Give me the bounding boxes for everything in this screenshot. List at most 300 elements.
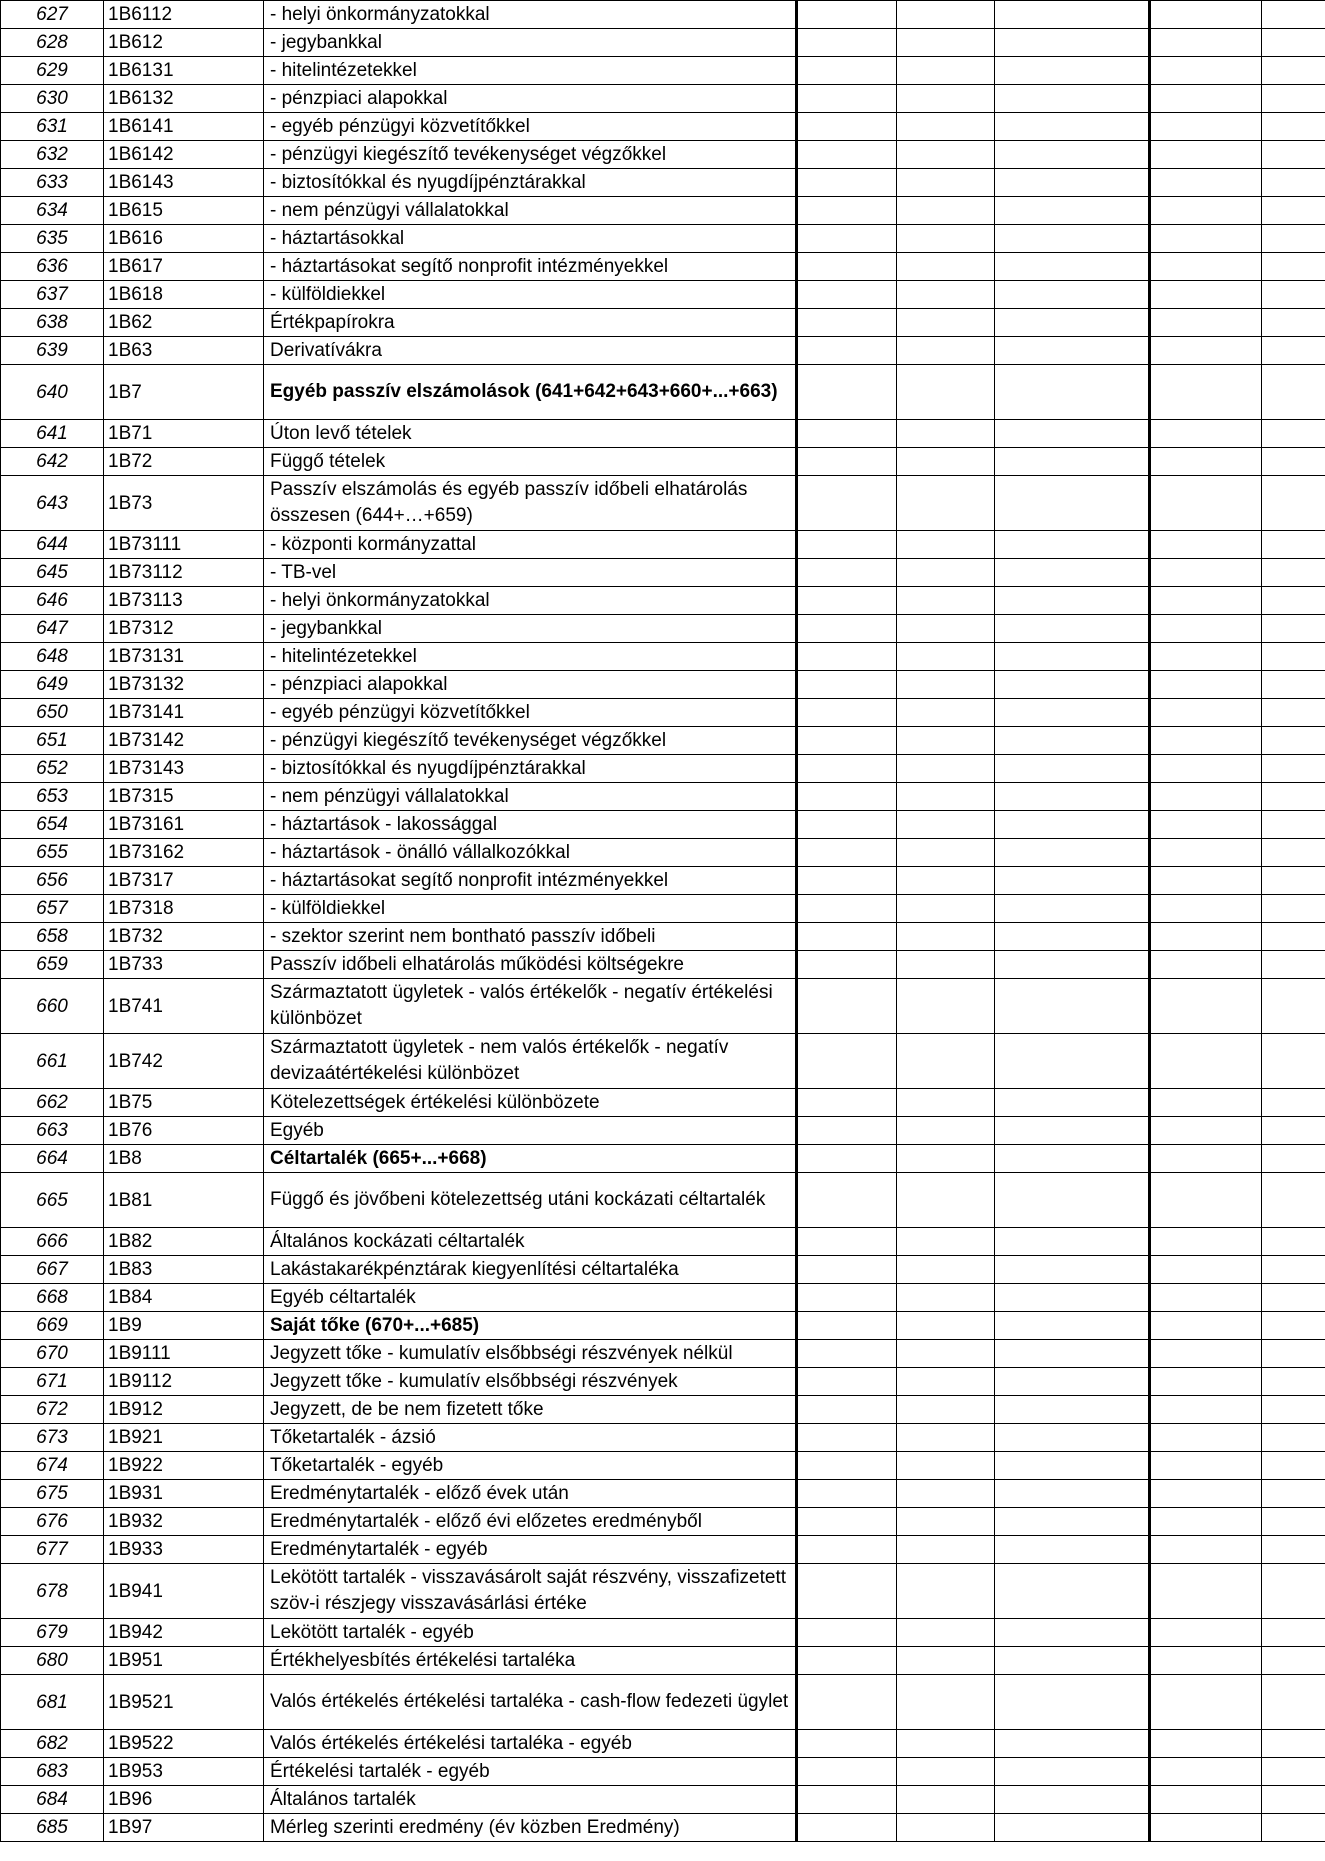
value-cell [1150, 867, 1262, 895]
value-cell [995, 1675, 1150, 1730]
row-code: 1B942 [104, 1619, 264, 1647]
value-cell [1150, 1117, 1262, 1145]
row-code: 1B73111 [104, 531, 264, 559]
row-code: 1B932 [104, 1508, 264, 1536]
value-cell [1262, 839, 1325, 867]
row-description: Kötelezettségek értékelési különbözete [264, 1089, 797, 1117]
value-cell [797, 531, 897, 559]
value-cell [897, 253, 995, 281]
row-number: 683 [1, 1758, 104, 1786]
row-description: - külföldiekkel [264, 281, 797, 309]
row-description: Függő tételek [264, 448, 797, 476]
value-cell [797, 281, 897, 309]
value-cell [897, 448, 995, 476]
value-cell [1262, 1536, 1325, 1564]
value-cell [797, 727, 897, 755]
table-row [1, 1145, 1325, 1173]
value-cell [1262, 923, 1325, 951]
table-row [1, 57, 1325, 85]
value-cell [797, 867, 897, 895]
value-cell [897, 1089, 995, 1117]
value-cell [897, 309, 995, 337]
value-cell [1150, 365, 1262, 420]
value-cell [1150, 253, 1262, 281]
row-number: 643 [1, 476, 104, 531]
value-cell [1262, 1508, 1325, 1536]
row-code: 1B73112 [104, 559, 264, 587]
row-description: Céltartalék (665+...+668) [264, 1145, 797, 1173]
value-cell [995, 420, 1150, 448]
row-code: 1B7317 [104, 867, 264, 895]
row-code: 1B617 [104, 253, 264, 281]
table-row [1, 1452, 1325, 1480]
value-cell [797, 309, 897, 337]
row-description: Eredménytartalék - előző évi előzetes eredményből [264, 1508, 797, 1536]
value-cell [797, 1396, 897, 1424]
row-description: Egyéb [264, 1117, 797, 1145]
value-cell [1150, 85, 1262, 113]
table-row [1, 1396, 1325, 1424]
value-cell [995, 1480, 1150, 1508]
value-cell [1262, 476, 1325, 531]
value-cell [1150, 811, 1262, 839]
value-cell [1150, 727, 1262, 755]
value-cell [897, 671, 995, 699]
table-row [1, 1173, 1325, 1228]
value-cell [995, 1396, 1150, 1424]
value-cell [995, 699, 1150, 727]
row-description: - jegybankkal [264, 29, 797, 57]
row-description: Értékpapírokra [264, 309, 797, 337]
value-cell [995, 365, 1150, 420]
row-number: 655 [1, 839, 104, 867]
value-cell [1150, 979, 1262, 1034]
row-number: 650 [1, 699, 104, 727]
value-cell [1150, 895, 1262, 923]
value-cell [797, 783, 897, 811]
value-cell [1150, 1424, 1262, 1452]
table-row [1, 559, 1325, 587]
value-cell [1262, 1564, 1325, 1619]
table-row [1, 1758, 1325, 1786]
row-code: 1B6142 [104, 141, 264, 169]
value-cell [897, 1117, 995, 1145]
value-cell [1262, 1312, 1325, 1340]
value-cell [995, 113, 1150, 141]
value-cell [897, 141, 995, 169]
row-description: - helyi önkormányzatokkal [264, 1, 797, 29]
table-row [1, 895, 1325, 923]
row-code: 1B6141 [104, 113, 264, 141]
table-row [1, 811, 1325, 839]
row-code: 1B6112 [104, 1, 264, 29]
value-cell [897, 281, 995, 309]
row-description: Tőketartalék - ázsió [264, 1424, 797, 1452]
value-cell [995, 1564, 1150, 1619]
table-row [1, 85, 1325, 113]
value-cell [1262, 1173, 1325, 1228]
value-cell [1262, 783, 1325, 811]
value-cell [1262, 309, 1325, 337]
row-code: 1B951 [104, 1647, 264, 1675]
value-cell [995, 1508, 1150, 1536]
value-cell [897, 643, 995, 671]
value-cell [1150, 559, 1262, 587]
table-row [1, 923, 1325, 951]
value-cell [1150, 587, 1262, 615]
row-code: 1B9522 [104, 1730, 264, 1758]
table-row [1, 783, 1325, 811]
row-code: 1B9111 [104, 1340, 264, 1368]
value-cell [797, 1145, 897, 1173]
value-cell [1262, 951, 1325, 979]
value-cell [797, 113, 897, 141]
row-description: Lekötött tartalék - egyéb [264, 1619, 797, 1647]
row-description: Jegyzett tőke - kumulatív elsőbbségi részvények [264, 1368, 797, 1396]
table-row [1, 867, 1325, 895]
value-cell [897, 867, 995, 895]
row-code: 1B73 [104, 476, 264, 531]
value-cell [995, 1452, 1150, 1480]
value-cell [797, 420, 897, 448]
value-cell [1262, 755, 1325, 783]
value-cell [995, 309, 1150, 337]
value-cell [797, 1, 897, 29]
value-cell [897, 1675, 995, 1730]
row-description: - központi kormányzattal [264, 531, 797, 559]
value-cell [1262, 225, 1325, 253]
value-cell [1150, 783, 1262, 811]
row-description: - nem pénzügyi vállalatokkal [264, 197, 797, 225]
row-number: 665 [1, 1173, 104, 1228]
value-cell [1262, 643, 1325, 671]
row-code: 1B62 [104, 309, 264, 337]
value-cell [1150, 1089, 1262, 1117]
value-cell [897, 225, 995, 253]
row-description: Jegyzett, de be nem fizetett tőke [264, 1396, 797, 1424]
row-number: 640 [1, 365, 104, 420]
row-code: 1B931 [104, 1480, 264, 1508]
row-code: 1B922 [104, 1452, 264, 1480]
row-description: Általános kockázati céltartalék [264, 1228, 797, 1256]
row-code: 1B733 [104, 951, 264, 979]
value-cell [1150, 1647, 1262, 1675]
row-number: 647 [1, 615, 104, 643]
value-cell [797, 559, 897, 587]
value-cell [995, 1814, 1150, 1842]
value-cell [1150, 1312, 1262, 1340]
value-cell [797, 923, 897, 951]
row-description: Értékhelyesbítés értékelési tartaléka [264, 1647, 797, 1675]
row-number: 633 [1, 169, 104, 197]
row-number: 642 [1, 448, 104, 476]
value-cell [1150, 281, 1262, 309]
value-cell [995, 867, 1150, 895]
value-cell [1262, 1675, 1325, 1730]
value-cell [797, 253, 897, 281]
row-code: 1B84 [104, 1284, 264, 1312]
value-cell [897, 1452, 995, 1480]
row-code: 1B73131 [104, 643, 264, 671]
row-number: 674 [1, 1452, 104, 1480]
table-row [1, 1508, 1325, 1536]
value-cell [797, 337, 897, 365]
value-cell [897, 197, 995, 225]
value-cell [1262, 1117, 1325, 1145]
row-number: 671 [1, 1368, 104, 1396]
row-code: 1B615 [104, 197, 264, 225]
table-row [1, 1312, 1325, 1340]
value-cell [797, 1256, 897, 1284]
row-number: 651 [1, 727, 104, 755]
value-cell [897, 1508, 995, 1536]
row-number: 662 [1, 1089, 104, 1117]
value-cell [1150, 615, 1262, 643]
value-cell [1262, 559, 1325, 587]
value-cell [995, 1619, 1150, 1647]
value-cell [1150, 113, 1262, 141]
row-code: 1B618 [104, 281, 264, 309]
row-number: 685 [1, 1814, 104, 1842]
value-cell [1150, 1284, 1262, 1312]
value-cell [1150, 531, 1262, 559]
row-number: 629 [1, 57, 104, 85]
row-description: - háztartások - önálló vállalkozókkal [264, 839, 797, 867]
row-description: Tőketartalék - egyéb [264, 1452, 797, 1480]
table-row [1, 1536, 1325, 1564]
row-description: - pénzpiaci alapokkal [264, 671, 797, 699]
row-number: 669 [1, 1312, 104, 1340]
value-cell [995, 476, 1150, 531]
value-cell [897, 839, 995, 867]
row-number: 670 [1, 1340, 104, 1368]
row-description: Egyéb passzív elszámolások (641+642+643+660+...+663) [264, 365, 797, 420]
row-code: 1B612 [104, 29, 264, 57]
value-cell [995, 1730, 1150, 1758]
row-code: 1B7 [104, 365, 264, 420]
table-row [1, 281, 1325, 309]
value-cell [995, 923, 1150, 951]
row-description: Származtatott ügyletek - nem valós értékelők - negatív devizaátértékelési különbözet [264, 1034, 797, 1089]
value-cell [995, 337, 1150, 365]
table-row [1, 253, 1325, 281]
value-cell [797, 448, 897, 476]
table-row [1, 1675, 1325, 1730]
row-code: 1B76 [104, 1117, 264, 1145]
value-cell [995, 169, 1150, 197]
value-cell [1150, 1256, 1262, 1284]
row-description: Általános tartalék [264, 1786, 797, 1814]
row-number: 663 [1, 1117, 104, 1145]
value-cell [797, 141, 897, 169]
value-cell [1150, 1145, 1262, 1173]
table-row [1, 1424, 1325, 1452]
value-cell [797, 1786, 897, 1814]
table-row [1, 1034, 1325, 1089]
table-row [1, 1, 1325, 29]
value-cell [1262, 197, 1325, 225]
value-cell [1150, 839, 1262, 867]
row-code: 1B953 [104, 1758, 264, 1786]
row-number: 637 [1, 281, 104, 309]
value-cell [797, 1647, 897, 1675]
value-cell [797, 979, 897, 1034]
value-cell [1150, 57, 1262, 85]
value-cell [995, 531, 1150, 559]
row-number: 657 [1, 895, 104, 923]
value-cell [897, 113, 995, 141]
value-cell [797, 615, 897, 643]
value-cell [1262, 979, 1325, 1034]
value-cell [1150, 643, 1262, 671]
row-description: Származtatott ügyletek - valós értékelők - negatív értékelési különbözet [264, 979, 797, 1034]
row-description: - háztartásokat segítő nonprofit intézményekkel [264, 253, 797, 281]
value-cell [1150, 141, 1262, 169]
value-cell [1150, 1564, 1262, 1619]
value-cell [797, 1312, 897, 1340]
value-cell [797, 587, 897, 615]
value-cell [1262, 365, 1325, 420]
row-code: 1B72 [104, 448, 264, 476]
value-cell [995, 559, 1150, 587]
value-cell [897, 476, 995, 531]
value-cell [797, 1173, 897, 1228]
value-cell [797, 699, 897, 727]
value-cell [1150, 1758, 1262, 1786]
value-cell [897, 755, 995, 783]
value-cell [897, 1758, 995, 1786]
table-row [1, 531, 1325, 559]
table-row [1, 1368, 1325, 1396]
row-description: - háztartások - lakossággal [264, 811, 797, 839]
row-description: - hitelintézetekkel [264, 57, 797, 85]
value-cell [1150, 1034, 1262, 1089]
value-cell [1262, 895, 1325, 923]
row-code: 1B7312 [104, 615, 264, 643]
row-code: 1B73141 [104, 699, 264, 727]
table-row [1, 476, 1325, 531]
value-cell [897, 1619, 995, 1647]
row-code: 1B82 [104, 1228, 264, 1256]
value-cell [1150, 29, 1262, 57]
value-cell [1150, 309, 1262, 337]
row-code: 1B9521 [104, 1675, 264, 1730]
value-cell [1150, 1508, 1262, 1536]
row-code: 1B742 [104, 1034, 264, 1089]
value-cell [897, 365, 995, 420]
row-number: 631 [1, 113, 104, 141]
row-code: 1B941 [104, 1564, 264, 1619]
value-cell [1262, 1396, 1325, 1424]
value-cell [897, 1786, 995, 1814]
table-row [1, 141, 1325, 169]
value-cell [995, 1424, 1150, 1452]
row-number: 645 [1, 559, 104, 587]
value-cell [797, 476, 897, 531]
value-cell [995, 29, 1150, 57]
value-cell [897, 85, 995, 113]
value-cell [1262, 253, 1325, 281]
value-cell [1150, 1452, 1262, 1480]
value-cell [1150, 1814, 1262, 1842]
table-row [1, 309, 1325, 337]
row-code: 1B921 [104, 1424, 264, 1452]
row-description: - helyi önkormányzatokkal [264, 587, 797, 615]
row-description: Függő és jövőbeni kötelezettség utáni kockázati céltartalék [264, 1173, 797, 1228]
table-row [1, 1786, 1325, 1814]
table-row [1, 839, 1325, 867]
value-cell [1262, 1145, 1325, 1173]
value-cell [1262, 420, 1325, 448]
value-cell [897, 1256, 995, 1284]
value-cell [1262, 337, 1325, 365]
row-number: 673 [1, 1424, 104, 1452]
row-description: - nem pénzügyi vállalatokkal [264, 783, 797, 811]
value-cell [1150, 1, 1262, 29]
value-cell [1150, 448, 1262, 476]
row-description: Valós értékelés értékelési tartaléka - egyéb [264, 1730, 797, 1758]
row-code: 1B63 [104, 337, 264, 365]
row-code: 1B933 [104, 1536, 264, 1564]
value-cell [797, 365, 897, 420]
row-number: 658 [1, 923, 104, 951]
value-cell [897, 1228, 995, 1256]
row-code: 1B9 [104, 1312, 264, 1340]
value-cell [1150, 1396, 1262, 1424]
value-cell [1150, 1536, 1262, 1564]
value-cell [1150, 420, 1262, 448]
value-cell [1262, 1647, 1325, 1675]
value-cell [797, 1814, 897, 1842]
value-cell [897, 895, 995, 923]
value-cell [1150, 1619, 1262, 1647]
value-cell [897, 1340, 995, 1368]
row-number: 660 [1, 979, 104, 1034]
table-row [1, 225, 1325, 253]
value-cell [797, 1034, 897, 1089]
row-description: Értékelési tartalék - egyéb [264, 1758, 797, 1786]
row-number: 630 [1, 85, 104, 113]
row-number: 648 [1, 643, 104, 671]
row-number: 661 [1, 1034, 104, 1089]
row-description: - külföldiekkel [264, 895, 797, 923]
row-description: Egyéb céltartalék [264, 1284, 797, 1312]
table-row [1, 169, 1325, 197]
row-description: Passzív elszámolás és egyéb passzív időbeli elhatárolás összesen (644+…+659) [264, 476, 797, 531]
value-cell [897, 1814, 995, 1842]
value-cell [797, 169, 897, 197]
value-cell [797, 1089, 897, 1117]
value-cell [897, 951, 995, 979]
row-description: - egyéb pénzügyi közvetítőkkel [264, 113, 797, 141]
value-cell [1150, 1786, 1262, 1814]
value-cell [995, 1647, 1150, 1675]
table-row [1, 615, 1325, 643]
value-cell [1150, 951, 1262, 979]
row-description: - pénzügyi kiegészítő tevékenységet végzőkkel [264, 727, 797, 755]
row-code: 1B9112 [104, 1368, 264, 1396]
table-row [1, 1117, 1325, 1145]
value-cell [1262, 1, 1325, 29]
value-cell [995, 895, 1150, 923]
value-cell [897, 1536, 995, 1564]
value-cell [897, 531, 995, 559]
value-cell [1262, 1619, 1325, 1647]
row-number: 644 [1, 531, 104, 559]
row-description: - szektor szerint nem bontható passzív időbeli [264, 923, 797, 951]
value-cell [1262, 587, 1325, 615]
table-row [1, 1619, 1325, 1647]
